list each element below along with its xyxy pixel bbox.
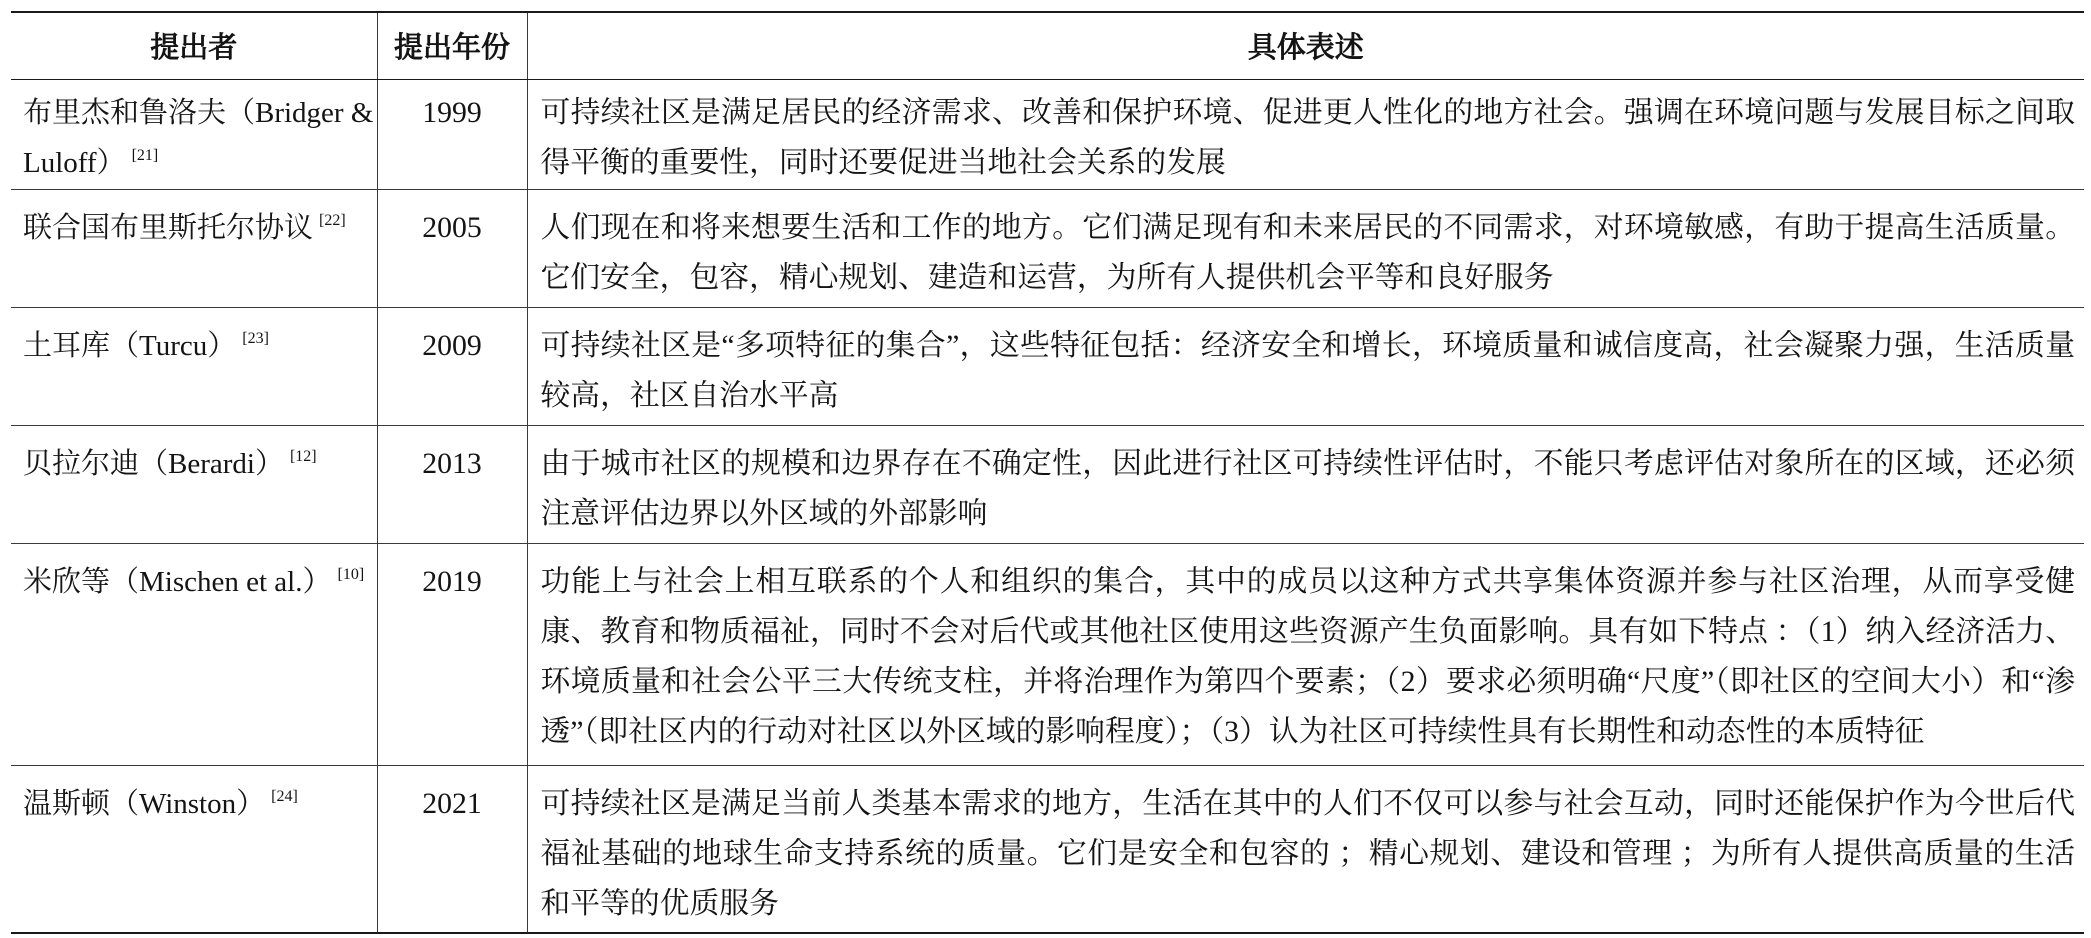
cell-proposer xyxy=(11,189,377,307)
cell-proposer xyxy=(11,765,377,933)
header-row xyxy=(11,12,2084,79)
cell-year: 2021 xyxy=(377,765,527,933)
cell-proposer xyxy=(11,425,377,543)
table-row xyxy=(11,79,2084,189)
proposer-name: 土耳库（Turcu） xyxy=(23,329,237,362)
proposer-name: 贝拉尔迪（Berardi） xyxy=(23,447,284,480)
definitions-table xyxy=(11,11,2084,934)
cell-statement: 可持续社区是满足当前人类基本需求的地方，生活在其中的人们不仅可以参与社会互动，同时还能保护作为今世后代福祉基础的地球生命支持系统的质量。它们是安全和包容的 ；精心规划、建设和管理 ；为所有人提供高质量的生活和平等的优质服务 xyxy=(527,765,2084,933)
cell-proposer xyxy=(11,543,377,765)
table-row xyxy=(11,765,2084,933)
table-row xyxy=(11,543,2084,765)
citation-ref: [24] xyxy=(271,787,298,805)
cell-proposer xyxy=(11,79,377,189)
citation-ref: [23] xyxy=(242,329,269,347)
header-year: 提出年份 xyxy=(377,12,527,79)
table-body xyxy=(11,79,2084,933)
header-proposer: 提出者 xyxy=(11,12,377,79)
citation-ref: [22] xyxy=(319,211,346,229)
cell-year: 2005 xyxy=(377,189,527,307)
cell-statement: 功能上与社会上相互联系的个人和组织的集合，其中的成员以这种方式共享集体资源并参与社区治理，从而享受健康、教育和物质福祉，同时不会对后代或其他社区使用这些资源产生负面影响。具有如下特点 ：（1）纳入经济活力、环境质量和社会公平三大传统支柱，并将治理作为第四个要素；（2）要求必须明确“尺度”（即社区的空间大小）和“渗透”（即社区内的行动对社区以外区域的影响程度）；（3）认为社区可持续性具有长期性和动态性的本质特征 xyxy=(527,543,2084,765)
header-statement: 具体表述 xyxy=(527,12,2084,79)
table-row xyxy=(11,425,2084,543)
cell-statement: 可持续社区是“多项特征的集合”，这些特征包括：经济安全和增长，环境质量和诚信度高，社会凝聚力强，生活质量较高，社区自治水平高 xyxy=(527,307,2084,425)
cell-statement: 可持续社区是满足居民的经济需求、改善和保护环境、促进更人性化的地方社会。强调在环境问题与发展目标之间取得平衡的重要性，同时还要促进当地社会关系的发展 xyxy=(527,79,2084,189)
citation-ref: [21] xyxy=(131,146,159,164)
cell-year: 2009 xyxy=(377,307,527,425)
cell-year: 2019 xyxy=(377,543,527,765)
citation-ref: [12] xyxy=(289,447,317,465)
table-header xyxy=(11,12,2084,79)
proposer-name: 温斯顿（Winston） xyxy=(23,787,266,820)
table-row xyxy=(11,307,2084,425)
cell-year: 1999 xyxy=(377,79,527,189)
proposer-name: 联合国布里斯托尔协议 xyxy=(23,211,314,244)
cell-proposer xyxy=(11,307,377,425)
cell-statement: 由于城市社区的规模和边界存在不确定性，因此进行社区可持续性评估时，不能只考虑评估对象所在的区域，还必须注意评估边界以外区域的外部影响 xyxy=(527,425,2084,543)
proposer-name: 布里杰和鲁洛夫（Bridger & Luloff） xyxy=(23,96,374,179)
table-row xyxy=(11,189,2084,307)
cell-year: 2013 xyxy=(377,425,527,543)
citation-ref: [10] xyxy=(337,565,365,583)
proposer-name: 米欣等（Mischen et al.） xyxy=(23,565,332,598)
cell-statement: 人们现在和将来想要生活和工作的地方。它们满足现有和未来居民的不同需求，对环境敏感，有助于提高生活质量。它们安全，包容，精心规划、建造和运营，为所有人提供机会平等和良好服务 xyxy=(527,189,2084,307)
